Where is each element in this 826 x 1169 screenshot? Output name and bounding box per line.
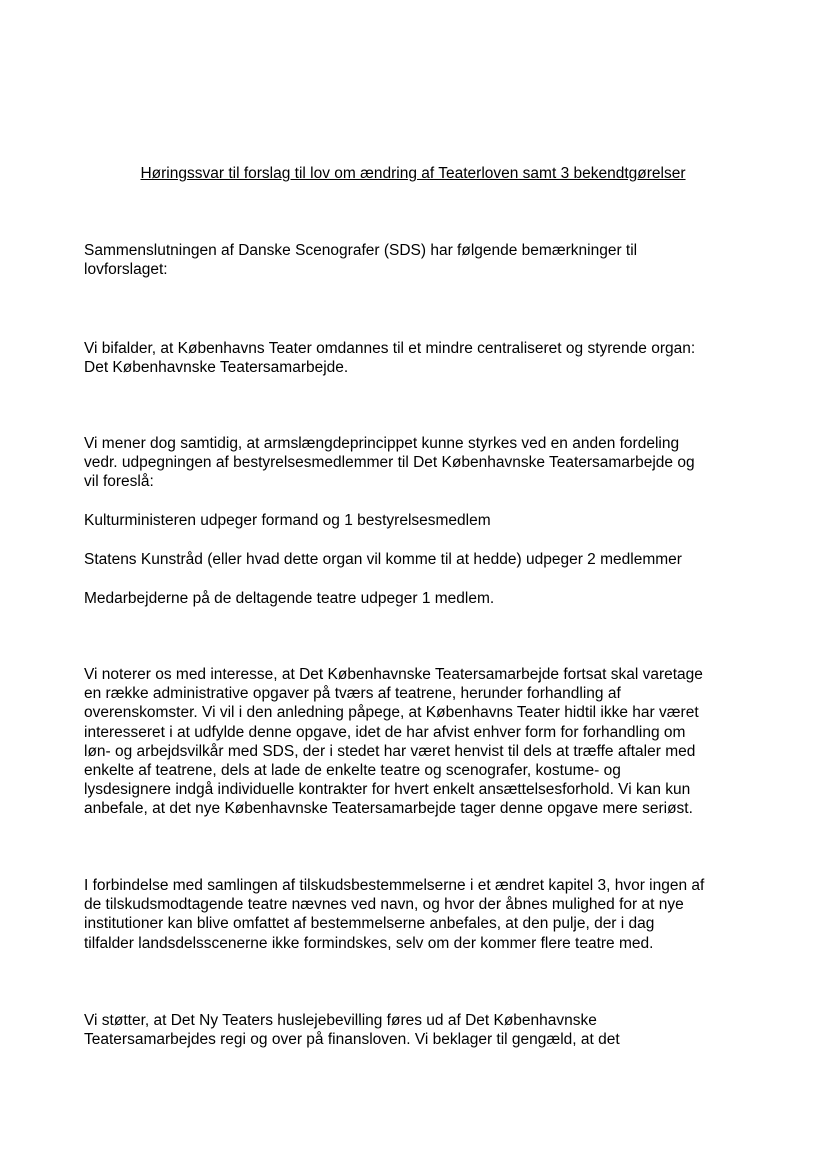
proposal-item-employees: Medarbejderne på de deltagende teatre udpeger 1 medlem. bbox=[84, 590, 495, 607]
paragraph-rent-grant: Vi støtter, at Det Ny Teaters huslejebevilling føres ud af Det Københavnske Teatersamarbejdes regi og over på finansloven. Vi beklager til gengæld, at det bbox=[84, 1012, 620, 1049]
paragraph-negotiation: Vi noterer os med interesse, at Det Københavnske Teatersamarbejde fortsat skal varetage en række administrative opgaver på tværs af teatrene, herunder forhandling af overenskomster. Vi vil i den anledning påpege, at Københavns Teater hidtil ikke har været interesseret i at udfylde denne opgave, idet de har afvist enhver form for forhandling om løn- og arbejdsvilkår med SDS, der i stedet har været henvist til dels at træffe aftaler med enkelte af teatrene, dels at lade de enkelte teatre og scenografer, kostume- og lysdesignere indgå individuelle kontrakter for hvert enkelt ansættelsesforhold. Vi kan kun anbefale, at det nye Københavnske Teatersamarbejde tager denne opgave mere seriøst. bbox=[84, 666, 703, 818]
document-title: Høringssvar til forslag til lov om ændring af Teaterloven samt 3 bekendtgørelser bbox=[140, 165, 686, 182]
paragraph-approval: Vi bifalder, at Københavns Teater omdannes til et mindre centraliseret og styrende organ: Det Københavnske Teatersamarbejde. bbox=[84, 340, 696, 377]
proposal-item-minister: Kulturministeren udpeger formand og 1 bestyrelsesmedlem bbox=[84, 512, 491, 529]
proposal-item-arts-council: Statens Kunstråd (eller hvad dette organ vil komme til at hedde) udpeger 2 medlemmer bbox=[84, 551, 682, 568]
paragraph-subsidies: I forbindelse med samlingen af tilskudsbestemmelserne i et ændret kapitel 3, hvor ingen af de tilskudsmodtagende teatre nævnes ved navn, og hvor der åbnes mulighed for at nye institutioner kan blive omfattet af bestemmelserne anbefales, at den pulje, der i dag tilfalder landsdelsscenerne ikke formindskes, selv om der kommer flere teatre med. bbox=[84, 877, 705, 952]
paragraph-arms-length: Vi mener dog samtidig, at armslængdeprincippet kunne styrkes ved en anden fordeling vedr. udpegningen af bestyrelsesmedlemmer til Det Københavnske Teatersamarbejde og vil foreslå: bbox=[84, 435, 695, 491]
paragraph-intro: Sammenslutningen af Danske Scenografer (SDS) har følgende bemærkninger til lovforslaget: bbox=[84, 242, 638, 279]
